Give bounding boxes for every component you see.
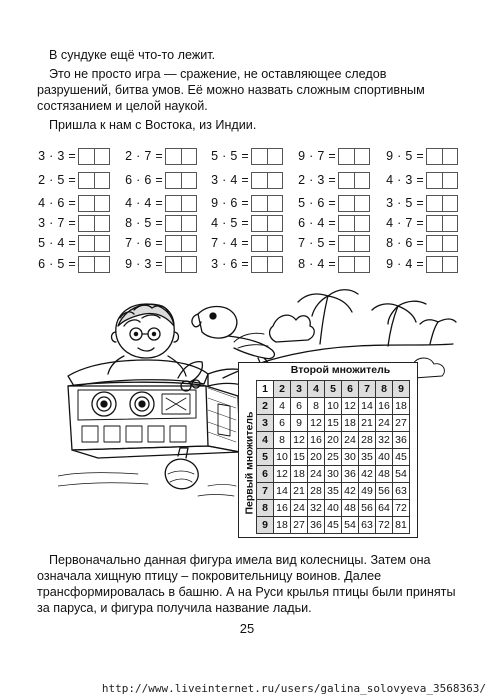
- exercise-expression: 2 · 7 =: [125, 149, 163, 163]
- table-row-header-cell: 5: [257, 449, 274, 466]
- table-cell: 40: [376, 449, 393, 466]
- answer-boxes[interactable]: [426, 215, 458, 232]
- table-row: [257, 415, 410, 432]
- table-row-header-cell: 3: [257, 415, 274, 432]
- answer-digit-box[interactable]: [442, 173, 458, 188]
- exercise-expression: 2 · 5 =: [38, 173, 76, 187]
- exercise-expression: 3 · 4 =: [211, 173, 249, 187]
- table-cell: 15: [291, 449, 308, 466]
- table-cell: 54: [393, 466, 410, 483]
- table-cell: 20: [308, 449, 325, 466]
- table-cell: 81: [393, 517, 410, 534]
- exercise-row: [35, 256, 465, 274]
- table-header-cell: 3: [291, 381, 308, 398]
- answer-boxes[interactable]: [426, 235, 458, 252]
- exercise-row: [35, 148, 465, 166]
- exercise-expression: 7 · 5 =: [298, 236, 336, 250]
- exercise-expression: 5 · 5 =: [211, 149, 249, 163]
- table-cell: 56: [376, 483, 393, 500]
- table-cell: 35: [325, 483, 342, 500]
- exercise-expression: 3 · 5 =: [386, 196, 424, 210]
- table-cell: 32: [308, 500, 325, 517]
- exercise-expression: 9 · 6 =: [211, 196, 249, 210]
- table-header-cell: 2: [274, 381, 291, 398]
- answer-boxes[interactable]: [426, 172, 458, 189]
- exercise-expression: 4 · 7 =: [386, 216, 424, 230]
- table-cell: 25: [325, 449, 342, 466]
- table-cell: 12: [291, 432, 308, 449]
- table-cell: 21: [291, 483, 308, 500]
- exercise-expression: 2 · 3 =: [298, 173, 336, 187]
- exercise-row: [35, 195, 465, 213]
- exercise-expression: 4 · 6 =: [38, 196, 76, 210]
- exercise-expression: 4 · 4 =: [125, 196, 163, 210]
- table-row: [257, 466, 410, 483]
- answer-boxes[interactable]: [426, 148, 458, 165]
- table-cell: 49: [359, 483, 376, 500]
- exercise-row: [35, 172, 465, 190]
- column-axis-label: Второй множитель: [290, 364, 391, 376]
- exercise-expression: 8 · 5 =: [125, 216, 163, 230]
- answer-digit-box[interactable]: [442, 196, 458, 211]
- multiplication-grid: [256, 380, 410, 534]
- table-cell: 27: [291, 517, 308, 534]
- table-row-header-cell: 9: [257, 517, 274, 534]
- table-cell: 8: [274, 432, 291, 449]
- table-cell: 28: [308, 483, 325, 500]
- table-cell: 10: [325, 398, 342, 415]
- exercise-row: [35, 215, 465, 233]
- table-header-cell: 5: [325, 381, 342, 398]
- table-cell: 40: [325, 500, 342, 517]
- history-paragraph: Первоначально данная фигура имела вид колесницы. Затем она означала хищную птицу – покровительницу воинов. Далее трансформировалась в башню. А на Руси крылья птицы были приняты за паруса, и фигура получила название ладьи.: [37, 553, 456, 615]
- table-header-cell: 7: [359, 381, 376, 398]
- exercise-expression: 3 · 7 =: [38, 216, 76, 230]
- table-cell: 36: [393, 432, 410, 449]
- row-axis-label: Первый множитель: [243, 411, 255, 515]
- table-cell: 16: [376, 398, 393, 415]
- table-row: [257, 449, 410, 466]
- answer-digit-box[interactable]: [442, 216, 458, 231]
- table-cell: 27: [393, 415, 410, 432]
- answer-digit-box[interactable]: [427, 196, 442, 211]
- exercise-expression: 5 · 4 =: [38, 236, 76, 250]
- exercise-expression: 5 · 6 =: [298, 196, 336, 210]
- source-url: http://www.liveinternet.ru/users/galina_solovyeva_3568363/: [101, 682, 486, 695]
- row-axis-label-wrap: [241, 393, 257, 533]
- table-cell: 6: [274, 415, 291, 432]
- exercise-expression: 3 · 3 =: [38, 149, 76, 163]
- table-row: [257, 500, 410, 517]
- table-cell: 18: [274, 517, 291, 534]
- table-row: [257, 432, 410, 449]
- intro-line: Это не просто игра — сражение, не оставляющее следов разрушений, битва умов. Её можно назвать сложным спортивным состязанием и целой наукой.: [37, 67, 425, 113]
- exercise-expression: 6 · 4 =: [298, 216, 336, 230]
- answer-digit-box[interactable]: [442, 236, 458, 251]
- table-cell: 12: [342, 398, 359, 415]
- exercise-expression: 6 · 5 =: [38, 257, 76, 271]
- table-cell: 42: [359, 466, 376, 483]
- answer-digit-box[interactable]: [427, 149, 442, 164]
- answer-digit-box[interactable]: [442, 257, 458, 272]
- table-cell: 42: [342, 483, 359, 500]
- table-row: [257, 517, 410, 534]
- table-cell: 45: [325, 517, 342, 534]
- table-cell: 24: [308, 466, 325, 483]
- answer-digit-box[interactable]: [427, 173, 442, 188]
- page-number: 25: [239, 621, 255, 636]
- exercise-expression: 8 · 6 =: [386, 236, 424, 250]
- intro-text: [37, 47, 462, 133]
- table-cell: 30: [325, 466, 342, 483]
- exercise-row: [35, 235, 465, 253]
- table-cell: 12: [274, 466, 291, 483]
- table-cell: 16: [274, 500, 291, 517]
- table-cell: 24: [376, 415, 393, 432]
- table-cell: 72: [393, 500, 410, 517]
- exercise-item: [35, 148, 458, 166]
- exercise-item: [35, 215, 458, 233]
- table-cell: 4: [274, 398, 291, 415]
- table-cell: 45: [393, 449, 410, 466]
- table-row: [257, 483, 410, 500]
- exercise-expression: 7 · 4 =: [211, 236, 249, 250]
- exercise-expression: 3 · 6 =: [211, 257, 249, 271]
- table-cell: 18: [291, 466, 308, 483]
- table-row-header-cell: 2: [257, 398, 274, 415]
- table-header-cell: 1: [257, 381, 274, 398]
- intro-line: В сундуке ещё что-то лежит.: [49, 48, 216, 62]
- table-cell: 64: [376, 500, 393, 517]
- table-cell: 18: [342, 415, 359, 432]
- table-cell: 10: [274, 449, 291, 466]
- answer-digit-box[interactable]: [427, 236, 442, 251]
- exercise-expression: 9 · 7 =: [298, 149, 336, 163]
- table-cell: 6: [291, 398, 308, 415]
- table-header-cell: 8: [376, 381, 393, 398]
- table-cell: 56: [359, 500, 376, 517]
- table-cell: 36: [308, 517, 325, 534]
- table-row-header-cell: 8: [257, 500, 274, 517]
- answer-digit-box[interactable]: [442, 149, 458, 164]
- table-row-header-cell: 4: [257, 432, 274, 449]
- table-cell: 63: [359, 517, 376, 534]
- exercise-expression: 4 · 5 =: [211, 216, 249, 230]
- table-cell: 14: [359, 398, 376, 415]
- answer-boxes[interactable]: [426, 195, 458, 212]
- exercise-expression: 4 · 3 =: [386, 173, 424, 187]
- exercise-expression: 9 · 4 =: [386, 257, 424, 271]
- multiplication-table: [238, 362, 418, 538]
- table-cell: 63: [393, 483, 410, 500]
- table-cell: 32: [376, 432, 393, 449]
- table-cell: 20: [325, 432, 342, 449]
- table-cell: 72: [376, 517, 393, 534]
- table-row-header-cell: 6: [257, 466, 274, 483]
- exercise-item: [35, 172, 458, 190]
- answer-digit-box[interactable]: [427, 216, 442, 231]
- table-row: [257, 398, 410, 415]
- table-header-cell: 4: [308, 381, 325, 398]
- answer-digit-box[interactable]: [427, 257, 442, 272]
- answer-boxes[interactable]: [426, 256, 458, 273]
- table-cell: 12: [308, 415, 325, 432]
- intro-line: Пришла к нам с Востока, из Индии.: [49, 118, 257, 132]
- table-cell: 8: [308, 398, 325, 415]
- table-cell: 15: [325, 415, 342, 432]
- table-header-cell: 6: [342, 381, 359, 398]
- table-cell: 24: [291, 500, 308, 517]
- table-cell: 16: [308, 432, 325, 449]
- exercise-expression: 6 · 6 =: [125, 173, 163, 187]
- table-cell: 28: [359, 432, 376, 449]
- exercise-item: [35, 256, 458, 274]
- table-cell: 54: [342, 517, 359, 534]
- table-cell: 48: [376, 466, 393, 483]
- exercise-item: [35, 195, 458, 213]
- table-row-header-cell: 7: [257, 483, 274, 500]
- exercise-item: [35, 235, 458, 253]
- exercise-expression: 9 · 3 =: [125, 257, 163, 271]
- table-cell: 21: [359, 415, 376, 432]
- table-header-cell: 9: [393, 381, 410, 398]
- table-cell: 48: [342, 500, 359, 517]
- table-cell: 30: [342, 449, 359, 466]
- exercise-expression: 9 · 5 =: [386, 149, 424, 163]
- table-cell: 24: [342, 432, 359, 449]
- table-header-row: [257, 381, 410, 398]
- table-cell: 14: [274, 483, 291, 500]
- table-cell: 18: [393, 398, 410, 415]
- table-cell: 35: [359, 449, 376, 466]
- table-cell: 9: [291, 415, 308, 432]
- table-cell: 36: [342, 466, 359, 483]
- exercise-expression: 8 · 4 =: [298, 257, 336, 271]
- exercise-expression: 7 · 6 =: [125, 236, 163, 250]
